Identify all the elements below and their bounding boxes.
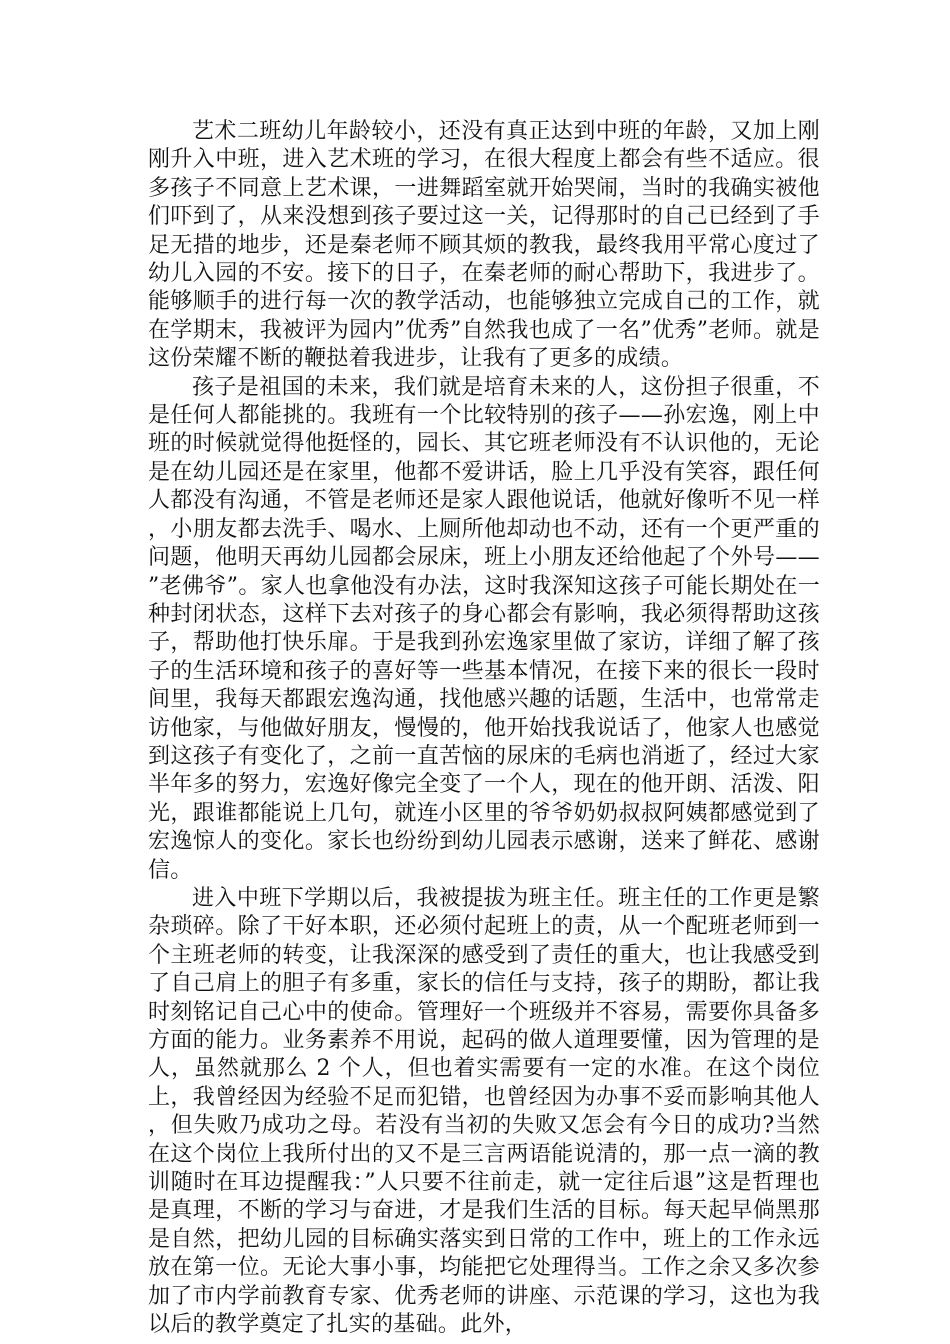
document-page bbox=[148, 118, 820, 1338]
paragraph-head-teacher: 进入中班下学期以后，我被提拔为班主任。班主任的工作更是繁杂琐碎。除了干好本职，还必须付起班上的责，从一个配班老师到一个主班老师的转变，让我深深的感受到了责任的重大，也让我感受到了自己肩上的胆子有多重，家长的信任与支持，孩子的期盼，都让我时刻铭记自己心中的使命。管理好一个班级并不容易，需要你具备多方面的能力。业务素养不用说，起码的做人道理要懂，因为管理的是人，虽然就那么 2 个人，但也着实需要有一定的水准。在这个岗位上，我曾经因为经验不足而犯错，也曾经因为办事不妥而影响其他人，但失败乃成功之母。若没有当初的失败又怎会有今日的成功?当然在这个岗位上我所付出的又不是三言两语能说清的，那一点一滴的教训随时在耳边提醒我：”人只要不往前走，就一定往后退”这是哲理也是真理，不断的学习与奋进，才是我们生活的目标。每天起早倘黑那是自然，把幼儿园的目标确实落实到日常的工作中，班上的工作永远放在第一位。无论大事小事，均能把它处理得当。工作之余又多次参加了市内学前教育专家、优秀老师的讲座、示范课的学习，这也为我以后的教学奠定了扎实的基础。此外， bbox=[148, 885, 820, 1338]
paragraph-sun-hongyi: 孩子是祖国的未来，我们就是培育未来的人，这份担子很重，不是任何人都能挑的。我班有一个比较特别的孩子——孙宏逸，刚上中班的时候就觉得他挺怪的，园长、其它班老师没有不认识他的，无论是在幼儿园还是在家里，他都不爱讲话，脸上几乎没有笑容，跟任何人都没有沟通，不管是老师还是家人跟他说话，他就好像听不见一样，小朋友都去洗手、喝水、上厕所他却动也不动，还有一个更严重的问题，他明天再幼儿园都会尿床，班上小朋友还给他起了个外号——”老佛爷”。家人也拿他没有办法，这时我深知这孩子可能长期处在一种封闭状态，这样下去对孩子的身心都会有影响，我必须得帮助这孩子，帮助他打快乐扉。于是我到孙宏逸家里做了家访，详细了解了孩子的生活环境和孩子的喜好等一些基本情况，在接下来的很长一段时间里，我每天都跟宏逸沟通，找他感兴趣的话题，生活中，也常常走访他家，与他做好朋友，慢慢的，他开始找我说话了，他家人也感觉到这孩子有变化了，之前一直苦恼的尿床的毛病也消逝了，经过大家半年多的努力，宏逸好像完全变了一个人，现在的他开朗、活泼、阳光，跟谁都能说上几句，就连小区里的爷爷奶奶叔叔阿姨都感觉到了宏逸惊人的变化。家长也纷纷到幼儿园表示感谢，送来了鲜花、感谢信。 bbox=[148, 374, 820, 883]
paragraph-art-class: 艺术二班幼儿年龄较小，还没有真正达到中班的年龄，又加上刚刚升入中班，进入艺术班的学习，在很大程度上都会有些不适应。很多孩子不同意上艺术课，一进舞蹈室就开始哭闹，当时的我确实被他们吓到了，从来没想到孩子要过这一关，记得那时的自己已经到了手足无措的地步，还是秦老师不顾其烦的教我，最终我用平常心度过了幼儿入园的不安。接下的日子，在秦老师的耐心帮助下，我进步了。能够顺手的进行每一次的教学活动，也能够独立完成自己的工作，就在学期末，我被评为园内”优秀”自然我也成了一名”优秀”老师。就是这份荣耀不断的鞭挞着我进步，让我有了更多的成绩。 bbox=[148, 119, 820, 372]
